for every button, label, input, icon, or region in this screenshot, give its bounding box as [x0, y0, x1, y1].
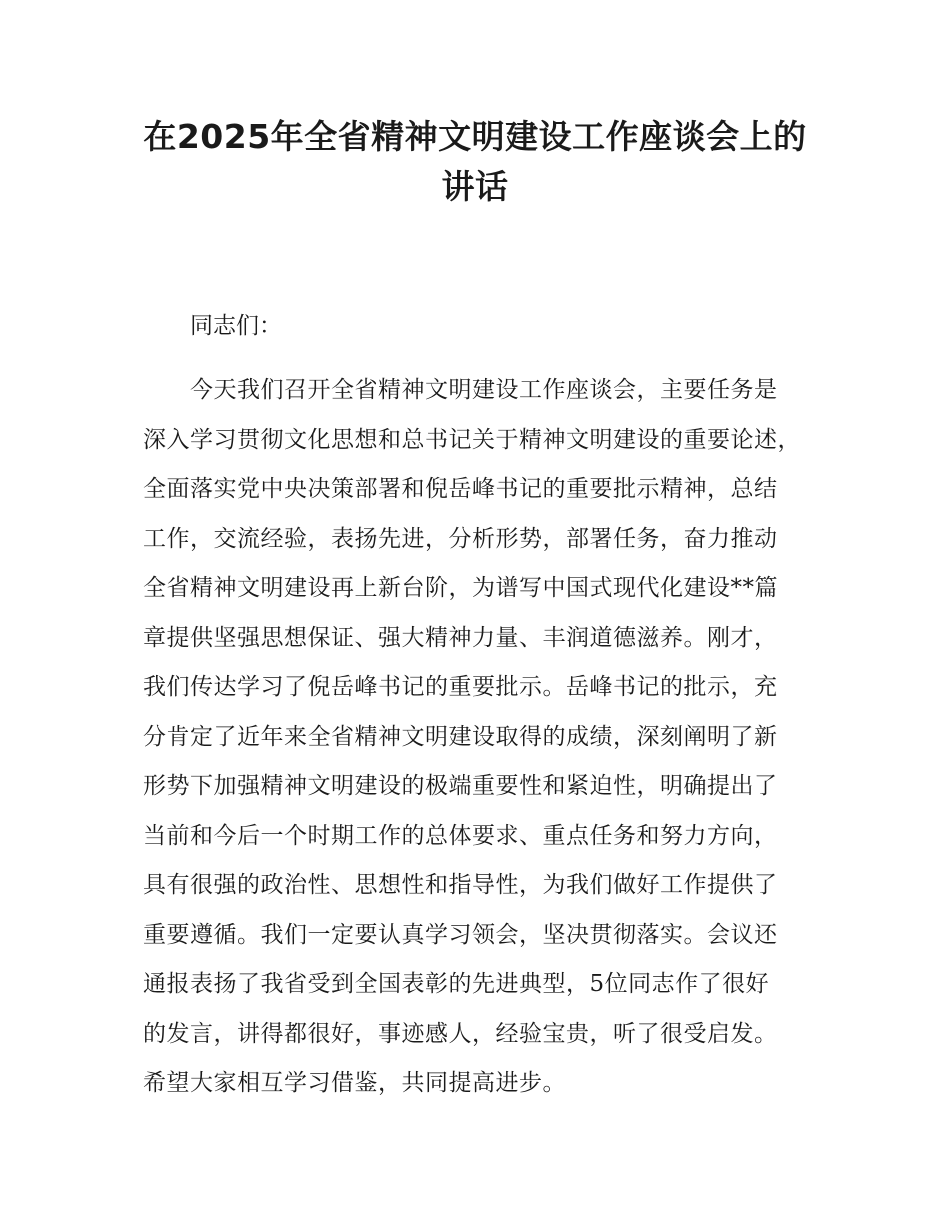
- title-line: 讲话: [441, 167, 509, 206]
- paragraph-line: 具有很强的政治性、思想性和指导性，为我们做好工作提供了: [143, 872, 778, 898]
- paragraph-line: 深入学习贯彻文化思想和总书记关于精神文明建设的重要论述，: [143, 426, 801, 453]
- paragraph-line: 全面落实党中央决策部署和倪岳峰书记的重要批示精神，总结: [143, 476, 778, 502]
- paragraph-line: 全省精神文明建设再上新台阶，为谱写中国式现代化建设**篇: [143, 575, 778, 601]
- paragraph-line: 我们传达学习了倪岳峰书记的重要批示。岳峰书记的批示，充: [143, 674, 778, 700]
- paragraph-line: 章提供坚强思想保证、强大精神力量、丰润道德滋养。刚才，: [143, 624, 778, 651]
- paragraph-line: 工作，交流经验，表扬先进，分析形势，部署任务，奋力推动: [143, 525, 778, 552]
- title-line: 在2025年全省精神文明建设工作座谈会上的: [143, 117, 807, 156]
- document-title: [100, 112, 850, 212]
- paragraph-line: 希望大家相互学习借鉴，共同提高进步。: [143, 1070, 566, 1096]
- salutation: 同志们：: [190, 313, 282, 339]
- paragraph-line: 分肯定了近年来全省精神文明建设取得的成绩，深刻阐明了新: [143, 723, 778, 750]
- paragraph-line: 的发言，讲得都很好，事迹感人，经验宝贵，听了很受启发。: [143, 1020, 778, 1047]
- paragraph-line: 通报表扬了我省受到全国表彰的先进典型，5位同志作了很好: [143, 971, 770, 997]
- paragraph-line: 今天我们召开全省精神文明建设工作座谈会，主要任务是: [190, 377, 778, 403]
- paragraph-line: 重要遵循。我们一定要认真学习领会，坚决贯彻落实。会议还: [143, 921, 778, 948]
- paragraph-line: 形势下加强精神文明建设的极端重要性和紧迫性，明确提出了: [143, 773, 778, 799]
- paragraph-line: 当前和今后一个时期工作的总体要求、重点任务和努力方向，: [143, 822, 778, 849]
- body-paragraph: [143, 370, 823, 1113]
